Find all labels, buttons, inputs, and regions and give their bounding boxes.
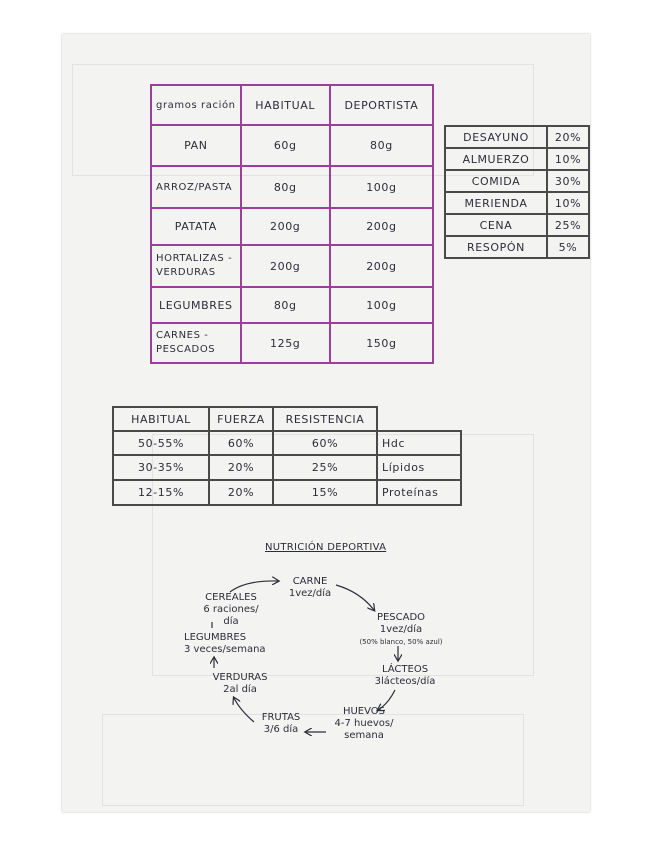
percent-cell: 5% xyxy=(547,236,589,258)
node-frequency: 1vez/día xyxy=(379,624,423,635)
header-cell: HABITUAL xyxy=(241,85,330,125)
node-frequency: 3lácteos/día xyxy=(374,676,436,687)
node-frequency: 3/6 día xyxy=(263,724,299,735)
node-frutas xyxy=(252,712,310,736)
node-verduras xyxy=(200,672,280,696)
node-carne xyxy=(282,576,338,600)
fuerza-cell: 60% xyxy=(209,431,273,455)
habitual-cell: 125g xyxy=(241,323,330,363)
habitual-cell: 60g xyxy=(241,125,330,166)
node-name: VERDURAS xyxy=(212,672,268,683)
food-cell: PATATA xyxy=(151,208,241,245)
header-cell: DEPORTISTA xyxy=(330,85,433,125)
food-cell: CARNES - PESCADOS xyxy=(151,323,241,363)
deportista-cell: 150g xyxy=(330,323,433,363)
arrow-carne-to-pescado xyxy=(336,585,374,610)
node-note: (50% blanco, 50% azul) xyxy=(359,638,443,646)
food-cell: LEGUMBRES xyxy=(151,287,241,323)
node-frequency: 6 raciones/ xyxy=(203,604,259,615)
meal-cell: DESAYUNO xyxy=(445,126,547,148)
deportista-cell: 200g xyxy=(330,245,433,287)
percent-cell: 25% xyxy=(547,214,589,236)
resistencia-cell: 60% xyxy=(273,431,377,455)
deportista-cell: 200g xyxy=(330,208,433,245)
node-legumbres xyxy=(184,632,290,656)
node-name: PESCADO xyxy=(376,612,426,623)
node-frequency: semana xyxy=(344,730,384,741)
node-frequency: 4-7 huevos/ xyxy=(334,718,394,729)
habitual-cell: 12-15% xyxy=(113,480,209,505)
node-name: CARNE xyxy=(292,576,328,587)
food-cell: HORTALIZAS - VERDURAS xyxy=(151,245,241,287)
node-cereales xyxy=(196,592,266,628)
deportista-cell: 100g xyxy=(330,287,433,323)
header-cell: gramos ración xyxy=(151,85,241,125)
habitual-cell: 50-55% xyxy=(113,431,209,455)
node-name: FRUTAS xyxy=(261,712,301,723)
node-name: HUEVOS xyxy=(342,706,386,717)
node-lacteos xyxy=(368,664,442,688)
node-name: LEGUMBRES xyxy=(184,632,247,643)
meal-cell: COMIDA xyxy=(445,170,547,192)
habitual-cell: 30-35% xyxy=(113,455,209,480)
meal-cell: RESOPÓN xyxy=(445,236,547,258)
meal-cell: ALMUERZO xyxy=(445,148,547,170)
node-name: LÁCTEOS xyxy=(381,664,429,675)
percent-cell: 20% xyxy=(547,126,589,148)
node-frequency: 3 veces/semana xyxy=(184,644,266,655)
percent-cell: 10% xyxy=(547,148,589,170)
arrow-cereales-to-carne xyxy=(230,581,278,592)
header-cell: FUERZA xyxy=(209,407,273,431)
diagram-title: NUTRICIÓN DEPORTIVA xyxy=(265,542,387,553)
node-frequency: 1vez/día xyxy=(288,588,332,599)
habitual-cell: 200g xyxy=(241,208,330,245)
fuerza-cell: 20% xyxy=(209,480,273,505)
resistencia-cell: 25% xyxy=(273,455,377,480)
node-name: CEREALES xyxy=(205,592,257,603)
node-huevos xyxy=(330,706,398,742)
nutrient-cell: Proteínas xyxy=(377,480,461,505)
deportista-cell: 100g xyxy=(330,166,433,208)
node-frequency: día xyxy=(223,616,239,627)
node-frequency: 2al día xyxy=(223,684,257,695)
meal-cell: MERIENDA xyxy=(445,192,547,214)
fuerza-cell: 20% xyxy=(209,455,273,480)
habitual-cell: 200g xyxy=(241,245,330,287)
food-cell: PAN xyxy=(151,125,241,166)
food-cell: ARROZ/PASTA xyxy=(151,166,241,208)
habitual-cell: 80g xyxy=(241,166,330,208)
nutrient-cell: Lípidos xyxy=(377,455,461,480)
arrow-frutas-to-verduras xyxy=(234,698,254,722)
meal-cell: CENA xyxy=(445,214,547,236)
header-cell: RESISTENCIA xyxy=(273,407,377,431)
nutrient-cell: Hdc xyxy=(377,431,461,455)
percent-cell: 10% xyxy=(547,192,589,214)
percent-cell: 30% xyxy=(547,170,589,192)
node-pescado xyxy=(358,612,444,648)
habitual-cell: 80g xyxy=(241,287,330,323)
resistencia-cell: 15% xyxy=(273,480,377,505)
header-cell: HABITUAL xyxy=(113,407,209,431)
deportista-cell: 80g xyxy=(330,125,433,166)
